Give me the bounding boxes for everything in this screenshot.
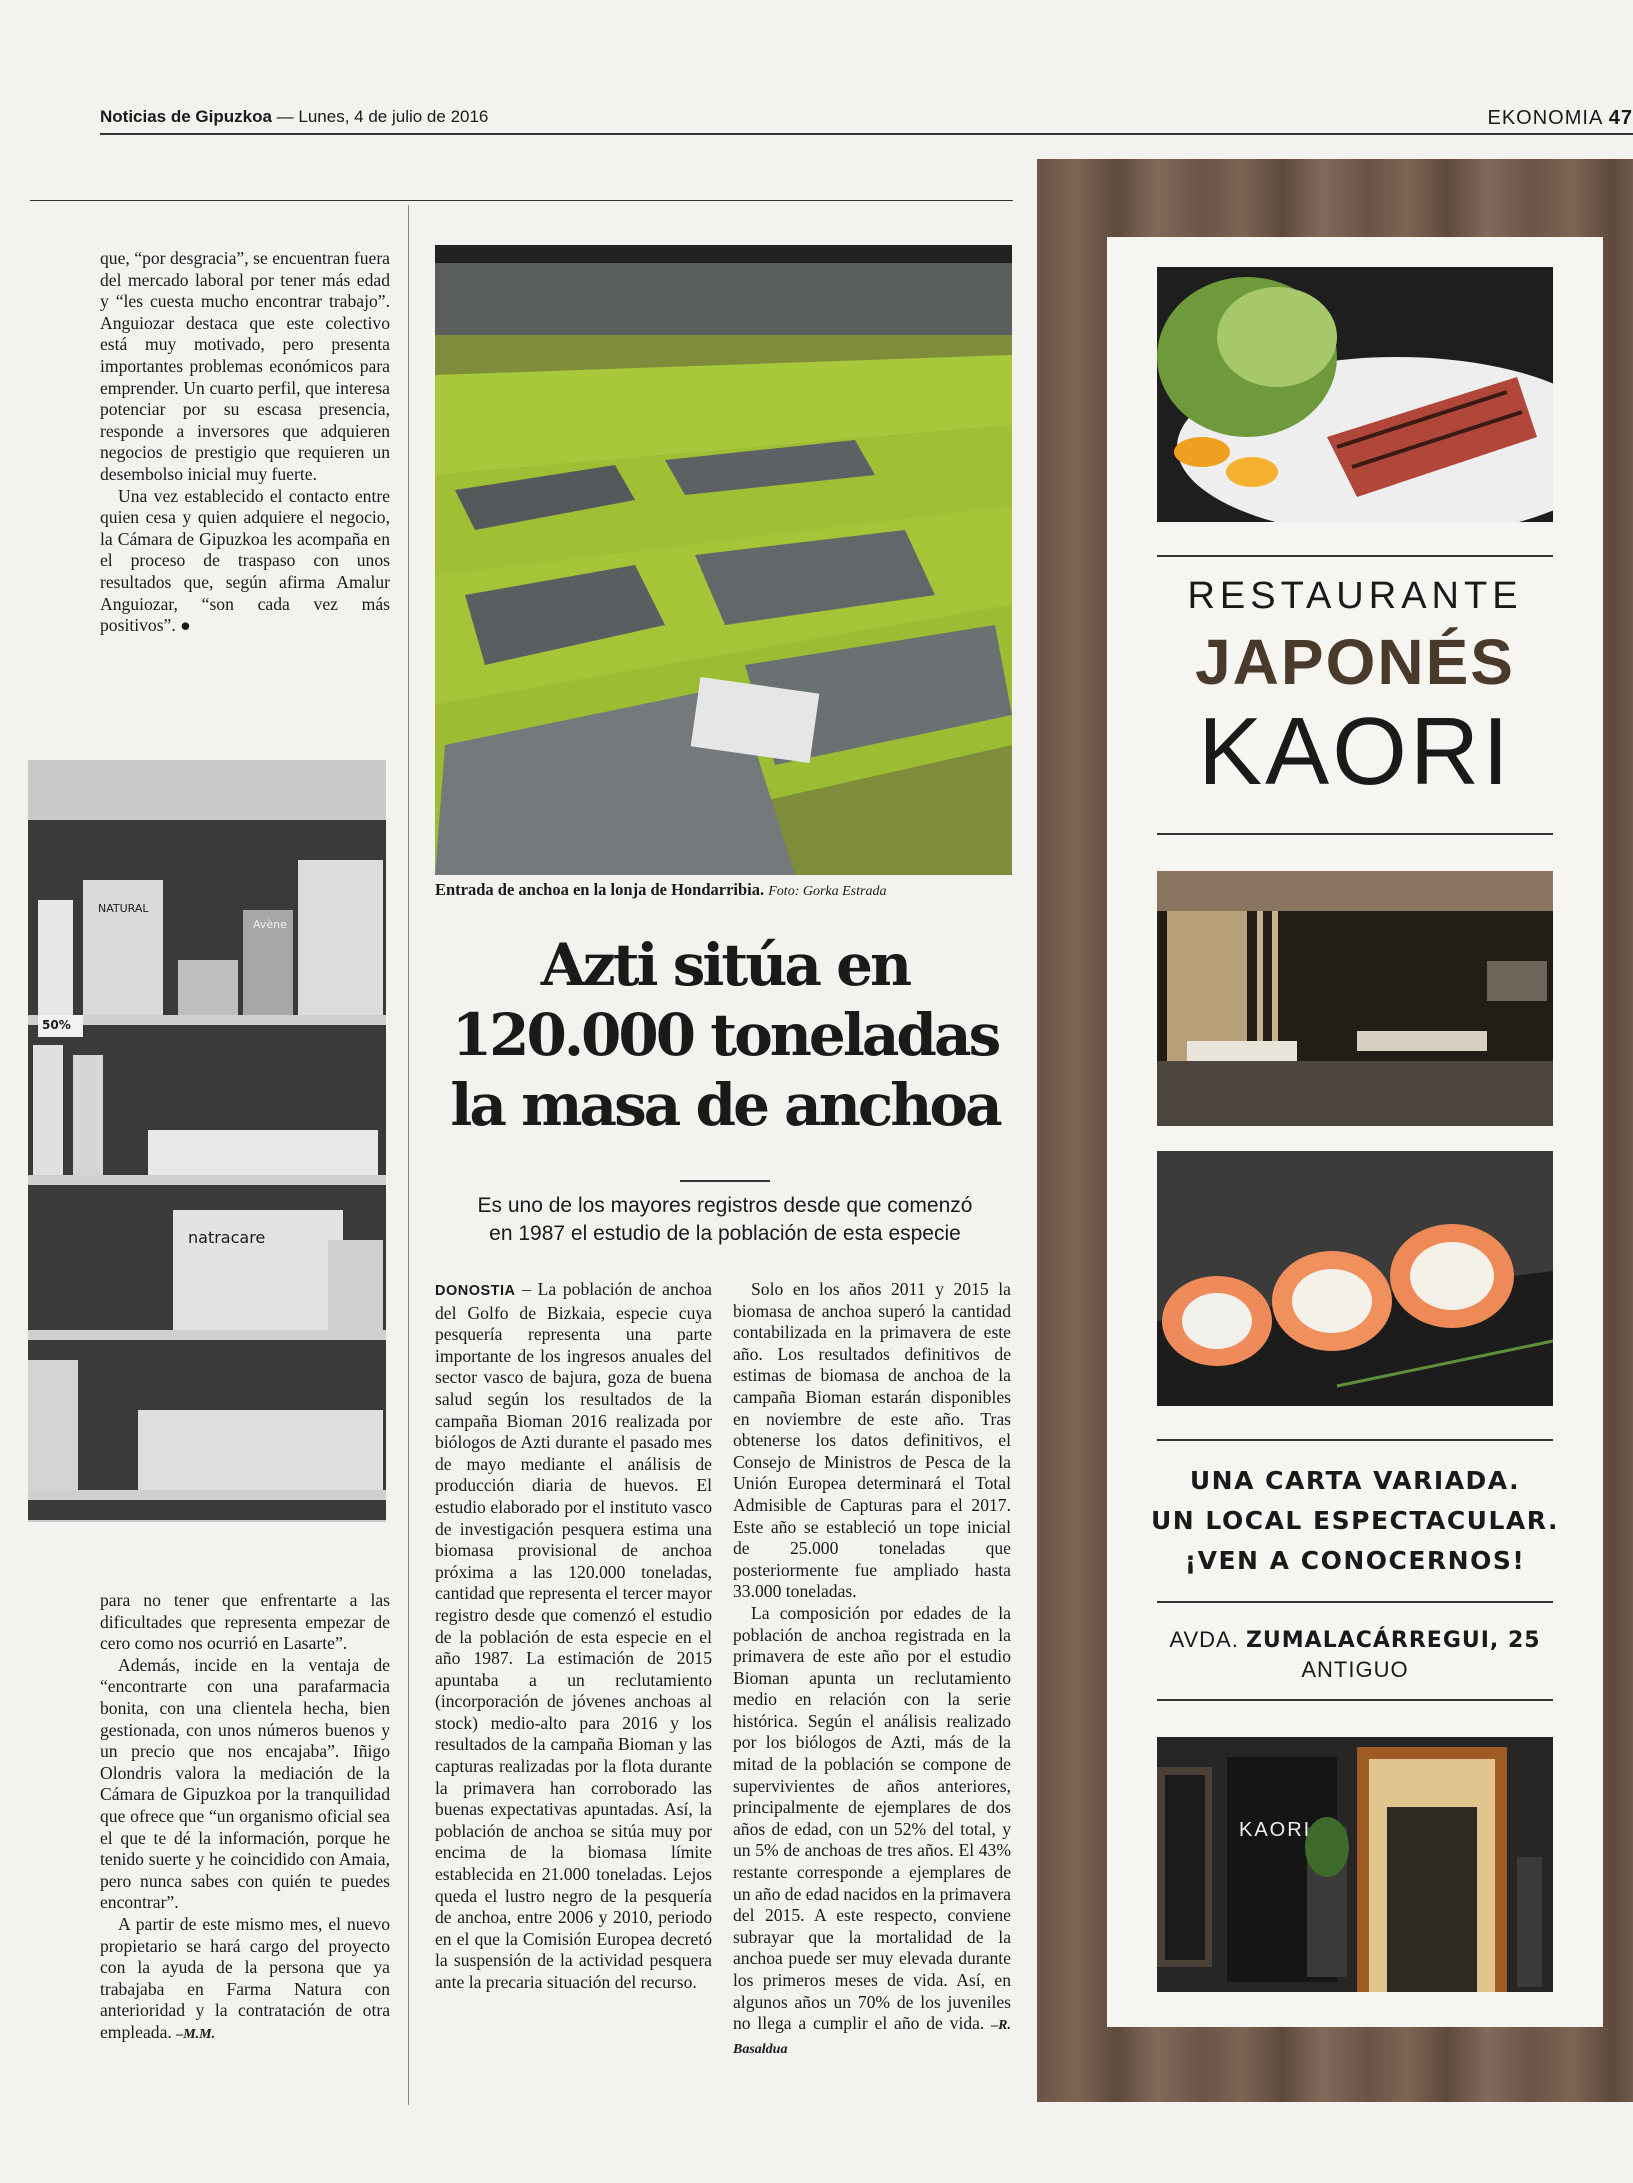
top-rule — [30, 200, 1013, 201]
left-column-bottom — [100, 1590, 390, 2045]
ad-cuisine-label: JAPONÉS — [1195, 626, 1515, 698]
shelves-illustration — [28, 760, 386, 1522]
ad-brand-name: KAORI — [1198, 698, 1512, 805]
photo-credit: Foto: Gorka Estrada — [768, 884, 887, 899]
ad-rule — [1157, 833, 1553, 835]
article-column-2: Solo en los años 2011 y 2015 la biomasa de anchoa superó la cantidad contabilizada en la primavera de este año. Los resultados definitivos de estimas de biomasa de anchoa de la campaña Bioman estarán disponibles en noviembre de este año. Tras obtenerse los datos definitivos, el Consejo de Ministros de Pesca de la Unión Europea determinará el Total Admisible de Capturas para el 2017. Este año se estableció un tope inicial de 25.000 toneladas que posteriormente fue ampliado hasta 33.000 toneladas. La composición por edades de la población de anchoa registrada en la primavera de este año por el estudio Bioman apunta un reclutamiento medio en relación con la serie histórica. Según el análisis realizado por los biólogos de Azti, más de la mitad de la población se compone de supervivientes de años anteriores, principalmente de ejemplares de dos años de edad, con un 52% del total, y un 5% de anchoas de tres años. El 43% restante corresponde a ejemplares de un año de edad nacidos en la primavera del 2015. A este respecto, conviene subrayar que la mortalidad de la anchoa puede ser muy elevada durante los primeros meses de vida. Así, en algunos años un 70% de los juveniles no llega a cumplir el año de vida. –R. Basaldua — [733, 1279, 1011, 2057]
page-header — [100, 107, 1633, 135]
photo-caption: Entrada de anchoa en la lonja de Hondarribia. Foto: Gorka Estrada — [435, 880, 887, 899]
section-label: EKONOMIA 47 — [1487, 107, 1633, 129]
storefront-sign: KAORI — [1239, 1819, 1312, 1841]
header-rule — [100, 133, 1633, 135]
ad-rule — [1157, 1601, 1553, 1603]
restaurant-interior-illustration — [1157, 871, 1553, 1126]
parapharmacy-photo — [28, 760, 386, 1522]
ad-rule — [1157, 555, 1553, 557]
headline: Azti sitúa en 120.000 toneladas la masa de anchoa — [450, 931, 1000, 1139]
ad-rule — [1157, 1699, 1553, 1701]
author-signature: –R. Basaldua — [733, 2018, 1011, 2057]
product-label: natracare — [188, 1228, 266, 1247]
article-column-1: DONOSTIA – La población de anchoa del Golfo de Bizkaia, especie cuya pesquería representa una parte importante de los ingresos anuales del sector vasco de bajura, goza de buena salud según los resultados de la campaña Bioman 2016 realizada por biólogos de Azti durante el pasado mes de mayo mediante el análisis de producción diaria de huevos. El estudio elaborado por el instituto vasco de investigación pesquera estima una biomasa provisional de anchoa próxima a las 120.000 toneladas, cantidad que representa el tercer mayor registro desde que comenzó el estudio de la población de esta especie en el año 1987. La estimación de 2015 apuntaba a un reclutamiento (incorporación de jóvenes anchoas al stock) medio-alto para 2016 y los resultados de la campaña Bioman y las capturas realizadas por la flota durante la primavera han corroborado las buenas expectativas apuntadas. Así, la población de anchoa se sitúa muy por encima de la biomasa límite establecida en 21.000 toneladas. Lejos queda el lustro negro de la pesquería de anchoa, entre 2006 y 2010, periodo en el que la Comisión Europea decretó la suspensión de la actividad pesquera ante la precaria situación del recurso. — [435, 1279, 712, 1992]
storefront-illustration — [1157, 1737, 1553, 1992]
paragraph: Solo en los años 2011 y 2015 la biomasa de anchoa superó la cantidad contabilizada en la primavera de este año. Los resultados definitivos de estimas de biomasa de anchoa de la campaña Bioman estarán disponibles en noviembre de este año. Tras obtenerse los datos definitivos, el Consejo de Ministros de Pesca de la Unión Europea determinará el Total Admisible de Capturas para el 2017. Este año se estableció un tope inicial de 25.000 toneladas que posteriormente fue ampliado hasta 33.000 toneladas. — [733, 1279, 1011, 1602]
ad-card — [1107, 237, 1603, 2027]
product-label: Avène — [253, 918, 287, 931]
product-label: NATURAL — [98, 902, 149, 915]
paragraph: A partir de este mismo mes, el nuevo propietario se hará cargo del proyecto con la ayuda de la persona que ya trabajaba en Farma Natura con anterioridad y la contratación de otra empleada. –M.M. — [100, 1913, 390, 2042]
paragraph: que, “por desgracia”, se encuentran fuera del mercado laboral por tener más edad y “les cuesta mucho encontrar trabajo”. Anguiozar destaca que este colectivo está muy motivado, pero presenta importantes problemas económicos para emprender. Un cuarto perfil, que interesa potenciar por su escasa presencia, responde a inversores que adquieren negocios de prestigio que requieren un desembolso inicial muy fuerte. — [100, 248, 390, 484]
left-column-top — [100, 248, 390, 637]
sushi-photo — [1157, 1151, 1553, 1406]
subheadline: Es uno de los mayores registros desde que comenzó en 1987 el estudio de la población de esta especie — [477, 1194, 973, 1245]
ad-address: AVDA. ZUMALACÁRREGUI, 25 — [1169, 1627, 1541, 1653]
salad-duck-illustration — [1157, 267, 1553, 522]
restaurant-advertisement — [1037, 159, 1633, 2102]
column-divider — [408, 205, 409, 2105]
publication-date: — Lunes, 4 de julio de 2016 — [276, 107, 489, 126]
ad-restaurant-label: RESTAURANTE — [1187, 575, 1523, 617]
paragraph: Además, incide en la ventaja de “encontrarte con una parafarmacia bonita, con una clientela hecha, bien gestionada, con unos números buenos y un precio que nos encajaba”. Iñigo Olondris valora la mediación de la Cámara de Gipuzkoa por la tranquilidad que ofrece que “un organismo oficial sea el que te dé la información, porque he tenido suerte y he coincidido con Amaia, pero nunca sabes con quién te puedes encontrar”. — [100, 1654, 390, 1913]
storefront-photo — [1157, 1737, 1553, 1992]
author-signature: –M.M. — [176, 2026, 216, 2042]
dish-photo — [1157, 267, 1553, 522]
sushi-illustration — [1157, 1151, 1553, 1406]
ad-rule — [1157, 1439, 1553, 1441]
interior-photo — [1157, 871, 1553, 1126]
dateline: DONOSTIA — [435, 1283, 516, 1299]
ad-slogan: UNA CARTA VARIADA. UN LOCAL ESPECTACULAR. ¡VEN A CONOCERNOS! — [1151, 1466, 1559, 1575]
discount-tag: 50% — [42, 1018, 71, 1032]
headline-rule — [680, 1180, 770, 1182]
publication-name: Noticias de Gipuzkoa — [100, 107, 272, 126]
page-number: 47 — [1608, 107, 1633, 129]
anchovy-photo — [435, 245, 1012, 875]
paragraph: Una vez establecido el contacto entre quien cesa y quien adquiere el negocio, la Cámara de Gipuzkoa les acompaña en el proceso de traspaso con unos resultados que, según afirma Amalur Anguiozar, “son cada vez más positivos”. ● — [100, 485, 390, 636]
anchovy-crates-illustration — [435, 245, 1012, 875]
paragraph: para no tener que enfrentarte a las dificultades que representa empezar de cero como nos ocurrió en Lasarte”. — [100, 1590, 390, 1654]
ad-address-area: ANTIGUO — [1301, 1657, 1409, 1682]
